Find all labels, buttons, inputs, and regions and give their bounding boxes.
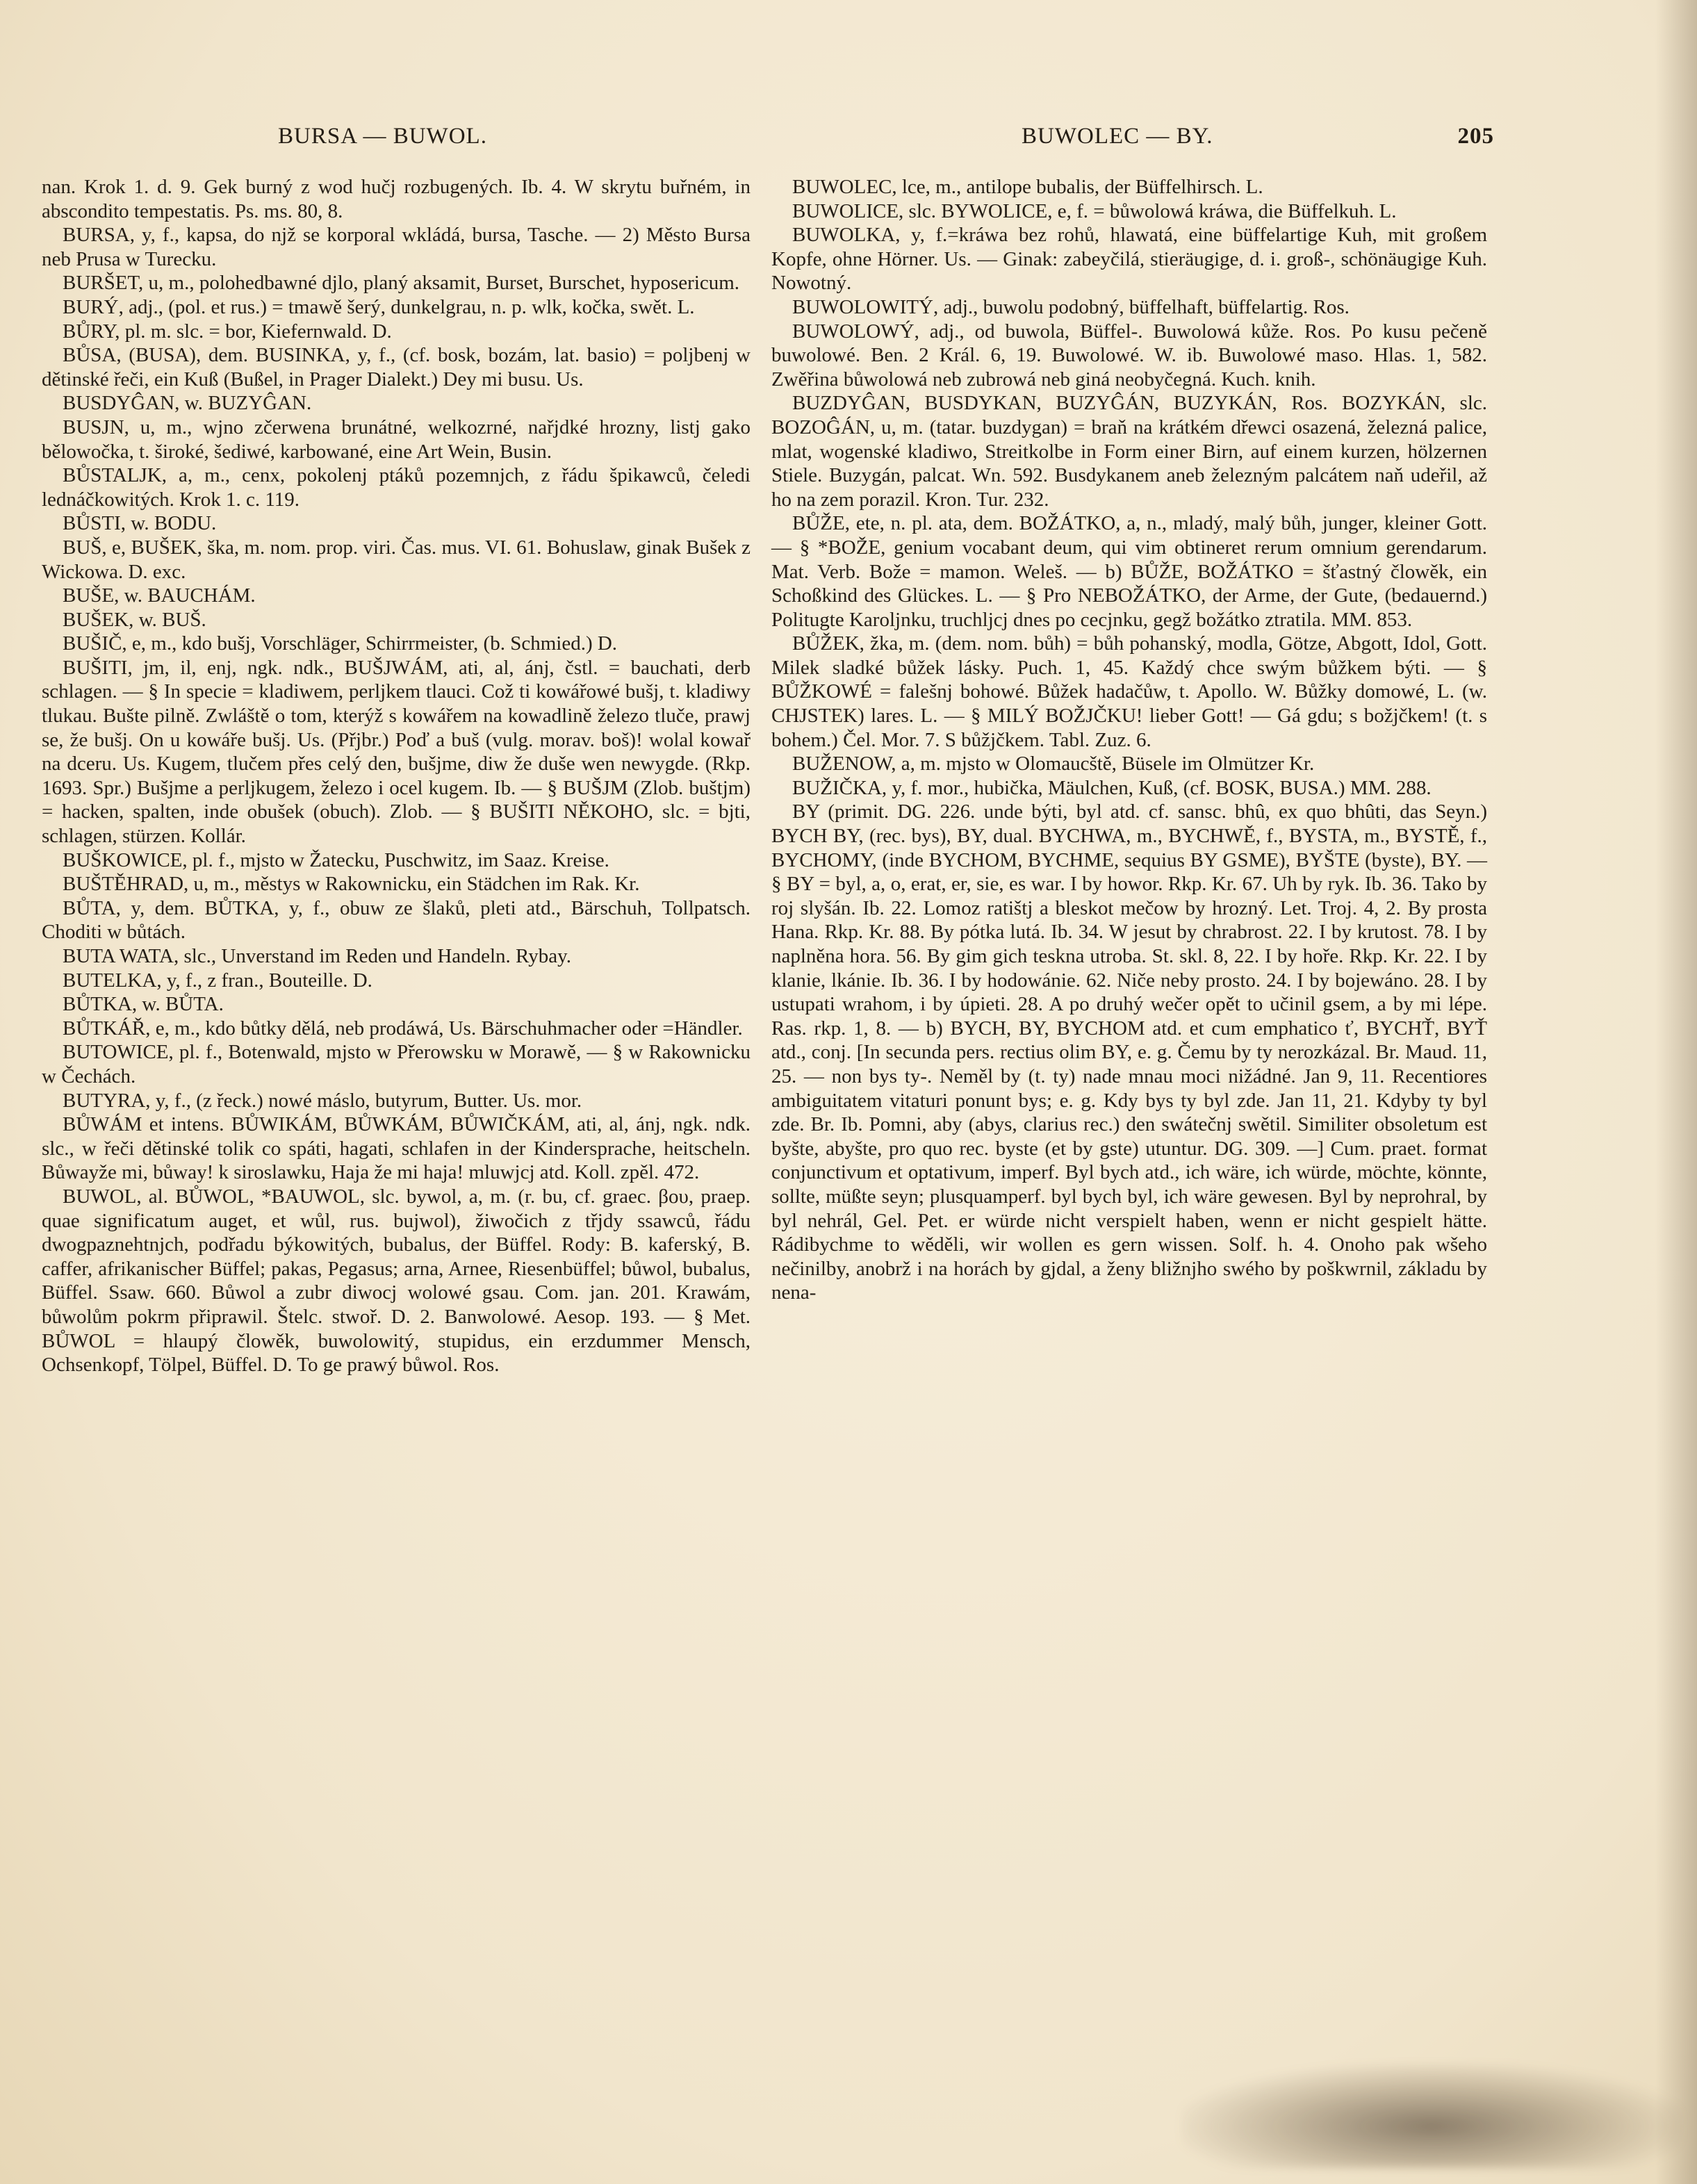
dictionary-entry: BUSJN, u, m., wjno zčerwena brunátné, welkozrné, nařjdké hrozny, listj gako bělowočka, t. široké, šediwé, karbowané, eine Art Wein, Busin. — [42, 416, 751, 463]
dictionary-entry: BY (primit. DG. 226. unde býti, byl atd. cf. sansc. bhû, ex quo bhûti, das Seyn.) BYCH BY, (rec. bys), BY, dual. BYCHWA, m., BYCHWĚ, f., BYSTA, m., BYSTĚ, f., BYCHOMY, (inde BYCHOM, BYCHME, sequius BY GSME), BYŠTE (byste), BY. — § BY = byl, a, o, erat, er, sie, es war. I by howor. Rkp. Kr. 67. Uh by ryk. Ib. 36. Tako by roj slyšán. Ib. 22. Lomoz ratištj a bleskot mečow by hrozný. Let. Troj. 4, 2. By prosta Hana. Rkp. Kr. 88. By pótka lutá. Ib. 34. W jesut by chrabrost. 22. I by krutost. 78. I by naplněna hora. 56. By gim gich teskna utroba. St. skl. 8, 22. I by hoře. Rkp. Kr. 22. I by klanie, lkánie. Ib. 36. I by hodowánie. 62. Niče neby prosto. 24. I by bojewáno. 28. I by ustupati wrahom, i by úpieti. 28. A po druhý wečer opět to učinil gsem, a by mi lépe. Ras. rkp. 1, 8. — b) BYCH, BY, BYCHOM atd. et cum emphatico ť, BYCHŤ, BYŤ atd., conj. [In secunda pers. rectius olim BY, e. g. Čemu by ty nerozkázal. Br. Maud. 11, 25. — non bys ty-. Neměl by (t. ty) nade mnau moci nižádné. Jan 9, 11. Recentiores ambiguitatem vitaturi ponunt bys; e. g. Kdy bys ty byl zde. Jan 11, 21. Kdyby ty byl zde. Br. Ib. Pomni, aby (abys, clarius rec.) den swátečnj swětil. Similiter obsoletum est byšte, abyšte, pro quo rec. byste (et by gste) utuntur. DG. 309. —] Cum. praet. format conjunctivum et optativum, imperf. Byl bych atd., ich wäre, ich würde, möchte, könnte, sollte, müßte seyn; plusquamperf. byl bych byl, ich wäre gewesen. Byl by neprohral, by byl nehrál, Gel. Pet. er würde nicht verspielt haben, wenn er nicht gespielt hätte. Rádibychme to wěděli, wir wollen es gern wissen. Solf. h. 4. Onoho pak wšeho nečinilby, anobrž i na horách by gjdal, a ženy bližnjho swého by poškwrnil, základu by nena- — [771, 800, 1487, 1304]
dictionary-entry: BUWOLOWITÝ, adj., buwolu podobný, büffelhaft, büffelartig. Ros. — [792, 295, 1350, 318]
page-header — [90, 124, 1494, 158]
dictionary-entry: BURŠET, u, m., polohedbawné djlo, planý aksamit, Burset, Burschet, hyposericum. — [63, 272, 740, 295]
left-running-head: BURSA — BUWOL. — [278, 124, 487, 149]
dictionary-entry: BŮRY, pl. m. slc. = bor, Kiefernwald. D. — [63, 320, 392, 343]
page-number: 205 — [1457, 124, 1494, 149]
dictionary-entry: BŮTKA, w. BŮTA. — [63, 993, 224, 1016]
dictionary-entry: BUTOWICE, pl. f., Botenwald, mjsto w Přerowsku w Morawě, — § w Rakownicku w Čechách. — [42, 1041, 751, 1087]
dictionary-entry: BUWOL, al. BŮWOL, *BAUWOL, slc. bywol, a, m. (r. bu, cf. graec. βου, praep. quae significatum auget, et wůl, rus. bujwol), žiwočich z třjdy ssawců, řádu dwogpaznehtnjch, podřadu býkowitých, bubalus, der Büffel. Rody: B. kaferský, B. caffer, afrikanischer Büffel; pakas, Pegasus; arna, Arnee, Riesenbüffel; bůwol, bubalus, Büffel. Ssaw. 660. Bůwol a zubr diwocj wolowé gsau. Com. jan. 201. Krawám, bůwolům pokrm připrawil. Štelc. stwoř. D. 2. Banwolowé. Aesop. 193. — § Met. BŮWOL = hlaupý člowěk, buwolowitý, stupidus, ein erzdummer Mensch, Ochsenkopf, Tölpel, Büffel. D. To ge prawý bůwol. Ros. — [42, 1185, 751, 1377]
dictionary-entry: BUŽENOW, a, m. mjsto w Olomaucště, Büsele im Olmützer Kr. — [792, 753, 1315, 775]
dictionary-entry: BŮŽEK, žka, m. (dem. nom. bůh) = bůh pohanský, modla, Götze, Abgott, Idol, Gott. Milek sladké bůžek lásky. Puch. 1, 45. Každý chce swým bůžkem býti. — § BŮŽKOWÉ = falešnj bohowé. Bůžek hadačůw, t. Apollo. W. Bůžky domowé, L. (w. CHJSTEK) lares. L. — § MILÝ BOŽJČKU! lieber Gott! — Gá gdu; s božjčkem! (t. s bohem.) Čel. Mor. 7. S bůžjčkem. Tabl. Zuz. 6. — [771, 632, 1487, 751]
dictionary-entry: BUZDYĜAN, BUSDYKAN, BUZYĜÁN, BUZYKÁN, Ros. BOZYKÁN, slc. BOZOĜÁN, u, m. (tatar. buzdygan) = braň na krátkém dřewci osazená, železná palice, mlat, wogenské kladiwo, Streitkolbe in Form einer Birn, auf einem kurzen, hölzernen Stiele. Buzygán, palcat. Wn. 592. Busdykanem aneb železným palcátem naň udeřil, až ho na zem porazil. Kron. Tur. 232. — [771, 392, 1487, 511]
dictionary-entry: BŮTKÁŘ, e, m., kdo bůtky dělá, neb prodáwá, Us. Bärschuhmacher oder =Händler. — [63, 1017, 743, 1040]
right-running-head: BUWOLEC — BY. — [1022, 124, 1213, 149]
dictionary-entry: BUWOLOWÝ, adj., od buwola, Büffel-. Buwolowá kůže. Ros. Po kusu pečeně buwolowé. Ben. 2 Král. 6, 19. Buwolowé. W. ib. Buwolowé maso. Hlas. 1, 582. Zwěřina bůwolowá neb zubrowá neb giná neobyčegná. Kuch. knih. — [771, 320, 1487, 391]
dictionary-entry: BUŠTĚHRAD, u, m., městys w Rakownicku, ein Städchen im Rak. Kr. — [63, 873, 640, 896]
dictionary-entry: BUWOLICE, slc. BYWOLICE, e, f. = bůwolowá kráwa, die Büffelkuh. L. — [792, 199, 1397, 222]
dictionary-entry: BUŠKOWICE, pl. f., mjsto w Žatecku, Puschwitz, im Saaz. Kreise. — [63, 848, 609, 871]
dictionary-entry: BŮSTALJK, a, m., cenx, pokolenj ptáků pozemnjch, z řádu špikawců, čeledi lednáčkowitých. Krok 1. c. 119. — [42, 464, 751, 511]
dictionary-entry: BUŠITI, jm, il, enj, ngk. ndk., BUŠJWÁM, ati, al, ánj, čstl. = bauchati, derb schlagen. — § In specie = kladiwem, perljkem tlauci. Což ti kowářowé bušj, t. kladiwy tlukau. Bušte pilně. Zwláště o tom, kterýž s kowářem na kowadlině železo tluče, prawj se, že bušj. On u kowáře bušj. Us. (Přjbr.) Poď a buš (vulg. morav. boš)! wolal kowař na dceru. Us. Kugem, tlučem přes celý den, bušjme, diw že duše wen newygde. (Rkp. 1693. Spr.) Bušjme a perljkugem, železo i ocel kugem. Ib. — § BUŠJM (Zlob. buštjm) = hacken, spalten, inde obušek (obuch). Zlob. — § BUŠITI NĚKOHO, slc. = bjti, schlagen, stürzen. Kollár. — [42, 656, 751, 848]
dictionary-entry: BUŠE, w. BAUCHÁM. — [63, 584, 256, 607]
dictionary-entry: BURÝ, adj., (pol. et rus.) = tmawě šerý, dunkelgrau, n. p. wlk, kočka, swět. L. — [63, 295, 695, 318]
left-column — [42, 175, 751, 1377]
dictionary-entry: BUSDYĜAN, w. BUZYĜAN. — [63, 392, 312, 415]
dictionary-entry: BUŠEK, w. BUŠ. — [63, 608, 206, 631]
dictionary-entry: BUTYRA, y, f., (z řeck.) nowé máslo, butyrum, Butter. Us. mor. — [63, 1089, 582, 1112]
dictionary-entry: BUWOLKA, y, f.=kráwa bez rohů, hlawatá, eine büffelartige Kuh, mit großem Kopfe, ohne Hörner. Us. — Ginak: zabeyčilá, stieräugige, d. i. groß-, schönäugige Kuh. Nowotný. — [771, 224, 1487, 295]
dictionary-entry: BŮWÁM et intens. BŮWIKÁM, BŮWKÁM, BŮWIČKÁM, ati, al, ánj, ngk. ndk. slc., w řeči dětinské tolik co spáti, hagati, schlafen in der Kindersprache, heitscheln. Bůwayže mi, bůway! k siroslawku, Haja že mi haja! mluwjcj atd. Koll. zpěl. 472. — [42, 1113, 751, 1184]
dictionary-entry: BURSA, y, f., kapsa, do njž se korporal wkládá, bursa, Tasche. — 2) Město Bursa neb Prusa w Turecku. — [42, 224, 751, 270]
dictionary-entry: BŮSTI, w. BODU. — [63, 512, 217, 535]
dictionary-entry: BUŠIČ, e, m., kdo bušj, Vorschläger, Schirrmeister, (b. Schmied.) D. — [63, 632, 618, 655]
dictionary-entry: BUŠ, e, BUŠEK, ška, m. nom. prop. viri. Čas. mus. VI. 61. Bohuslaw, ginak Bušek z Wickowa. D. exc. — [42, 536, 751, 583]
dictionary-entry: BŮTA, y, dem. BŮTKA, y, f., obuw ze šlaků, pleti atd., Bärschuh, Tollpatsch. Choditi w bůtách. — [42, 896, 751, 944]
dictionary-entry: BŮŽE, ete, n. pl. ata, dem. BOŽÁTKO, a, n., mladý, malý bůh, junger, kleiner Gott. — § *BOŽE, genium vocabant deum, qui vim obtineret rerum omnium gerendarum. Mat. Verb. Bože = mamon. Weleš. — b) BŮŽE, BOŽÁTKO = šťastný člowěk, ein Schoßkind des Glückes. L. — § Pro NEBOŽÁTKO, der Arme, der Gute, (bedauernd.) Politugte Karoljnku, truchljcj dnes po cecjnku, gegž božátko ztratila. MM. 853. — [771, 512, 1487, 631]
right-column — [771, 175, 1487, 1305]
dictionary-entry: BUWOLEC, lce, m., antilope bubalis, der Büffelhirsch. L. — [792, 176, 1263, 198]
dictionary-entry: BŮSA, (BUSA), dem. BUSINKA, y, f., (cf. bosk, bozám, lat. basio) = poljbenj w dětinské řeči, ein Kuß (Bußel, in Prager Dialekt.) Dey mi busu. Us. — [42, 344, 751, 391]
paper-stain — [1181, 2064, 1682, 2168]
dictionary-entry: BUTA WATA, slc., Unverstand im Reden und Handeln. Rybay. — [63, 945, 571, 967]
dictionary-entry: nan. Krok 1. d. 9. Gek burný z wod hučj rozbugených. Ib. 4. W skrytu buřném, in abscondito tempestatis. Ps. ms. 80, 8. — [42, 176, 751, 222]
page-edge-shadow — [1655, 0, 1697, 2184]
dictionary-entry: BUTELKA, y, f., z fran., Bouteille. D. — [63, 969, 372, 992]
dictionary-entry: BUŽIČKA, y, f. mor., hubička, Mäulchen, Kuß, (cf. BOSK, BUSA.) MM. 288. — [792, 776, 1432, 799]
